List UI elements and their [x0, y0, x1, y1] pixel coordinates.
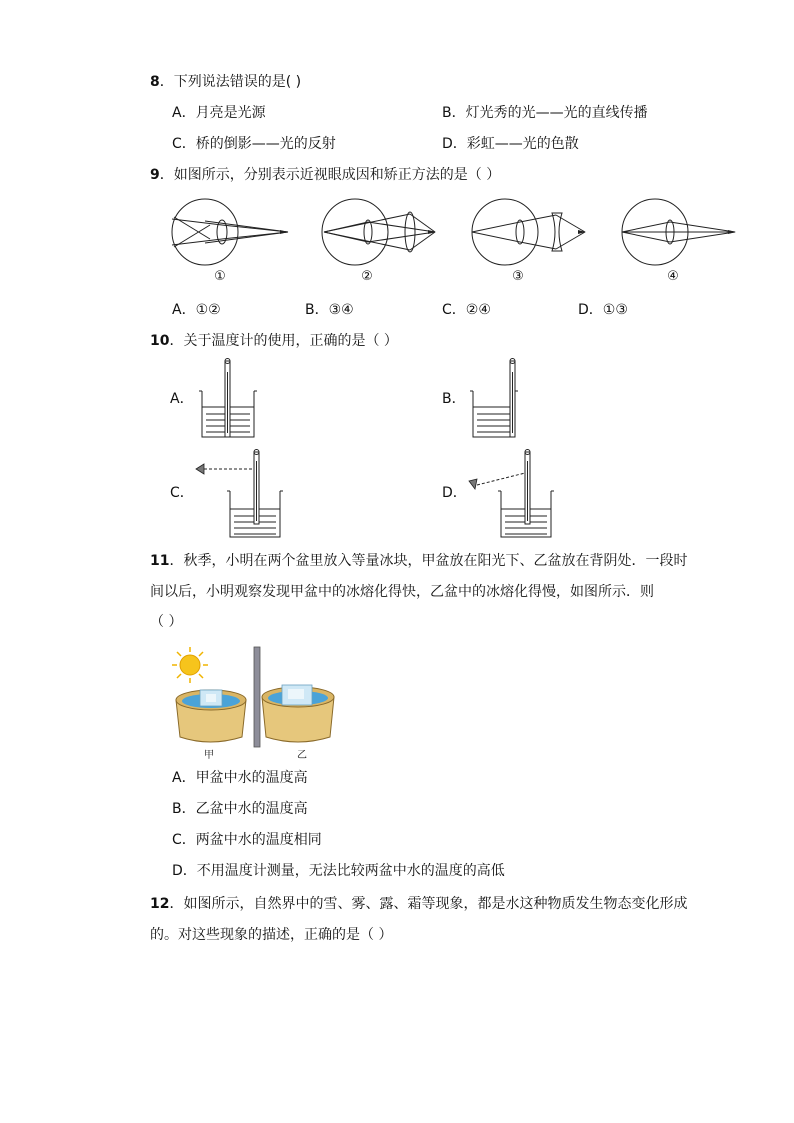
q10-label-a: A．	[170, 391, 194, 407]
q9-option-d: D．①③	[578, 302, 628, 318]
eye-icon	[469, 479, 477, 489]
eye-caption-4: ④	[667, 269, 679, 284]
q10-stem-text: 关于温度计的使用，正确的是（ ）	[183, 333, 398, 349]
q9-stem: 9．如图所示，分别表示近视眼成因和矫正方法的是（ ）	[150, 167, 501, 183]
q11-stem-line3: （ ）	[150, 614, 183, 630]
q11-option-d: D．不用温度计测量，无法比较两盆中水的温度的高低	[172, 863, 505, 879]
eye-caption-1: ①	[214, 269, 226, 284]
basin-label-yi: 乙	[297, 750, 307, 761]
q8-stem-text: 下列说法错误的是( )	[173, 74, 302, 90]
basin-jia	[176, 690, 246, 742]
ice-basins-figure	[170, 645, 335, 760]
basin-yi	[262, 685, 334, 742]
q8-number: 8	[150, 74, 160, 90]
sun-icon	[172, 647, 208, 683]
thermometer-beaker-a	[196, 357, 261, 443]
q9-stem-text: 如图所示，分别表示近视眼成因和矫正方法的是（ ）	[173, 167, 501, 183]
eye-diagram-2	[322, 199, 435, 265]
q8-option-c: C．桥的倒影——光的反射	[172, 136, 336, 152]
q11-number: 11	[150, 553, 170, 569]
q11-option-b: B．乙盆中水的温度高	[172, 801, 308, 817]
basin-label-jia: 甲	[204, 750, 214, 761]
q12-stem-text-1: 如图所示，自然界中的雪、雾、露、霜等现象，都是水这种物质发生物态变化形成	[183, 896, 688, 912]
q9-option-a: A．①②	[172, 302, 221, 318]
eye-diagram-3	[472, 199, 585, 265]
divider-wall	[254, 647, 260, 747]
q12-number: 12	[150, 896, 170, 912]
eye-diagram-4	[622, 199, 735, 265]
thermometer-beaker-d	[463, 447, 558, 542]
q12-stem-line1: 12．如图所示，自然界中的雪、雾、露、霜等现象，都是水这种物质发生物态变化形成	[150, 896, 688, 912]
eye-diagram-1	[172, 199, 288, 265]
q11-option-c: C．两盆中水的温度相同	[172, 832, 322, 848]
thermometer-beaker-b	[467, 357, 532, 443]
thermometer-beaker-c	[192, 447, 287, 542]
q9-option-c: C．②④	[442, 302, 491, 318]
q11-option-a: A．甲盆中水的温度高	[172, 770, 308, 786]
q11-stem-line2: 间以后，小明观察发现甲盆中的冰熔化得快，乙盆中的冰熔化得慢，如图所示．则	[150, 584, 654, 600]
q11-stem-text-1: 秋季，小明在两个盆里放入等量冰块，甲盆放在阳光下、乙盆放在背阴处．一段时	[183, 553, 688, 569]
q8-option-b: B．灯光秀的光——光的直线传播	[442, 105, 648, 121]
q10-label-c: C．	[170, 485, 194, 501]
q8-option-d: D．彩虹——光的色散	[442, 136, 579, 152]
q10-number: 10	[150, 333, 170, 349]
q10-stem: 10．关于温度计的使用，正确的是（ ）	[150, 333, 398, 349]
q10-label-d: D．	[442, 485, 467, 501]
eye-caption-2: ②	[361, 269, 373, 284]
q8-stem: 8．下列说法错误的是( )	[150, 74, 302, 90]
q11-stem-line1: 11．秋季，小明在两个盆里放入等量冰块，甲盆放在阳光下、乙盆放在背阴处．一段时	[150, 553, 688, 569]
q8-option-a: A．月亮是光源	[172, 105, 266, 121]
q9-option-b: B．③④	[305, 302, 354, 318]
eye-diagrams	[160, 195, 750, 270]
q10-label-b: B．	[442, 391, 466, 407]
eye-icon	[196, 464, 204, 474]
q12-stem-line2: 的。对这些现象的描述，正确的是（ ）	[150, 927, 393, 943]
q9-number: 9	[150, 167, 160, 183]
eye-caption-3: ③	[512, 269, 524, 284]
